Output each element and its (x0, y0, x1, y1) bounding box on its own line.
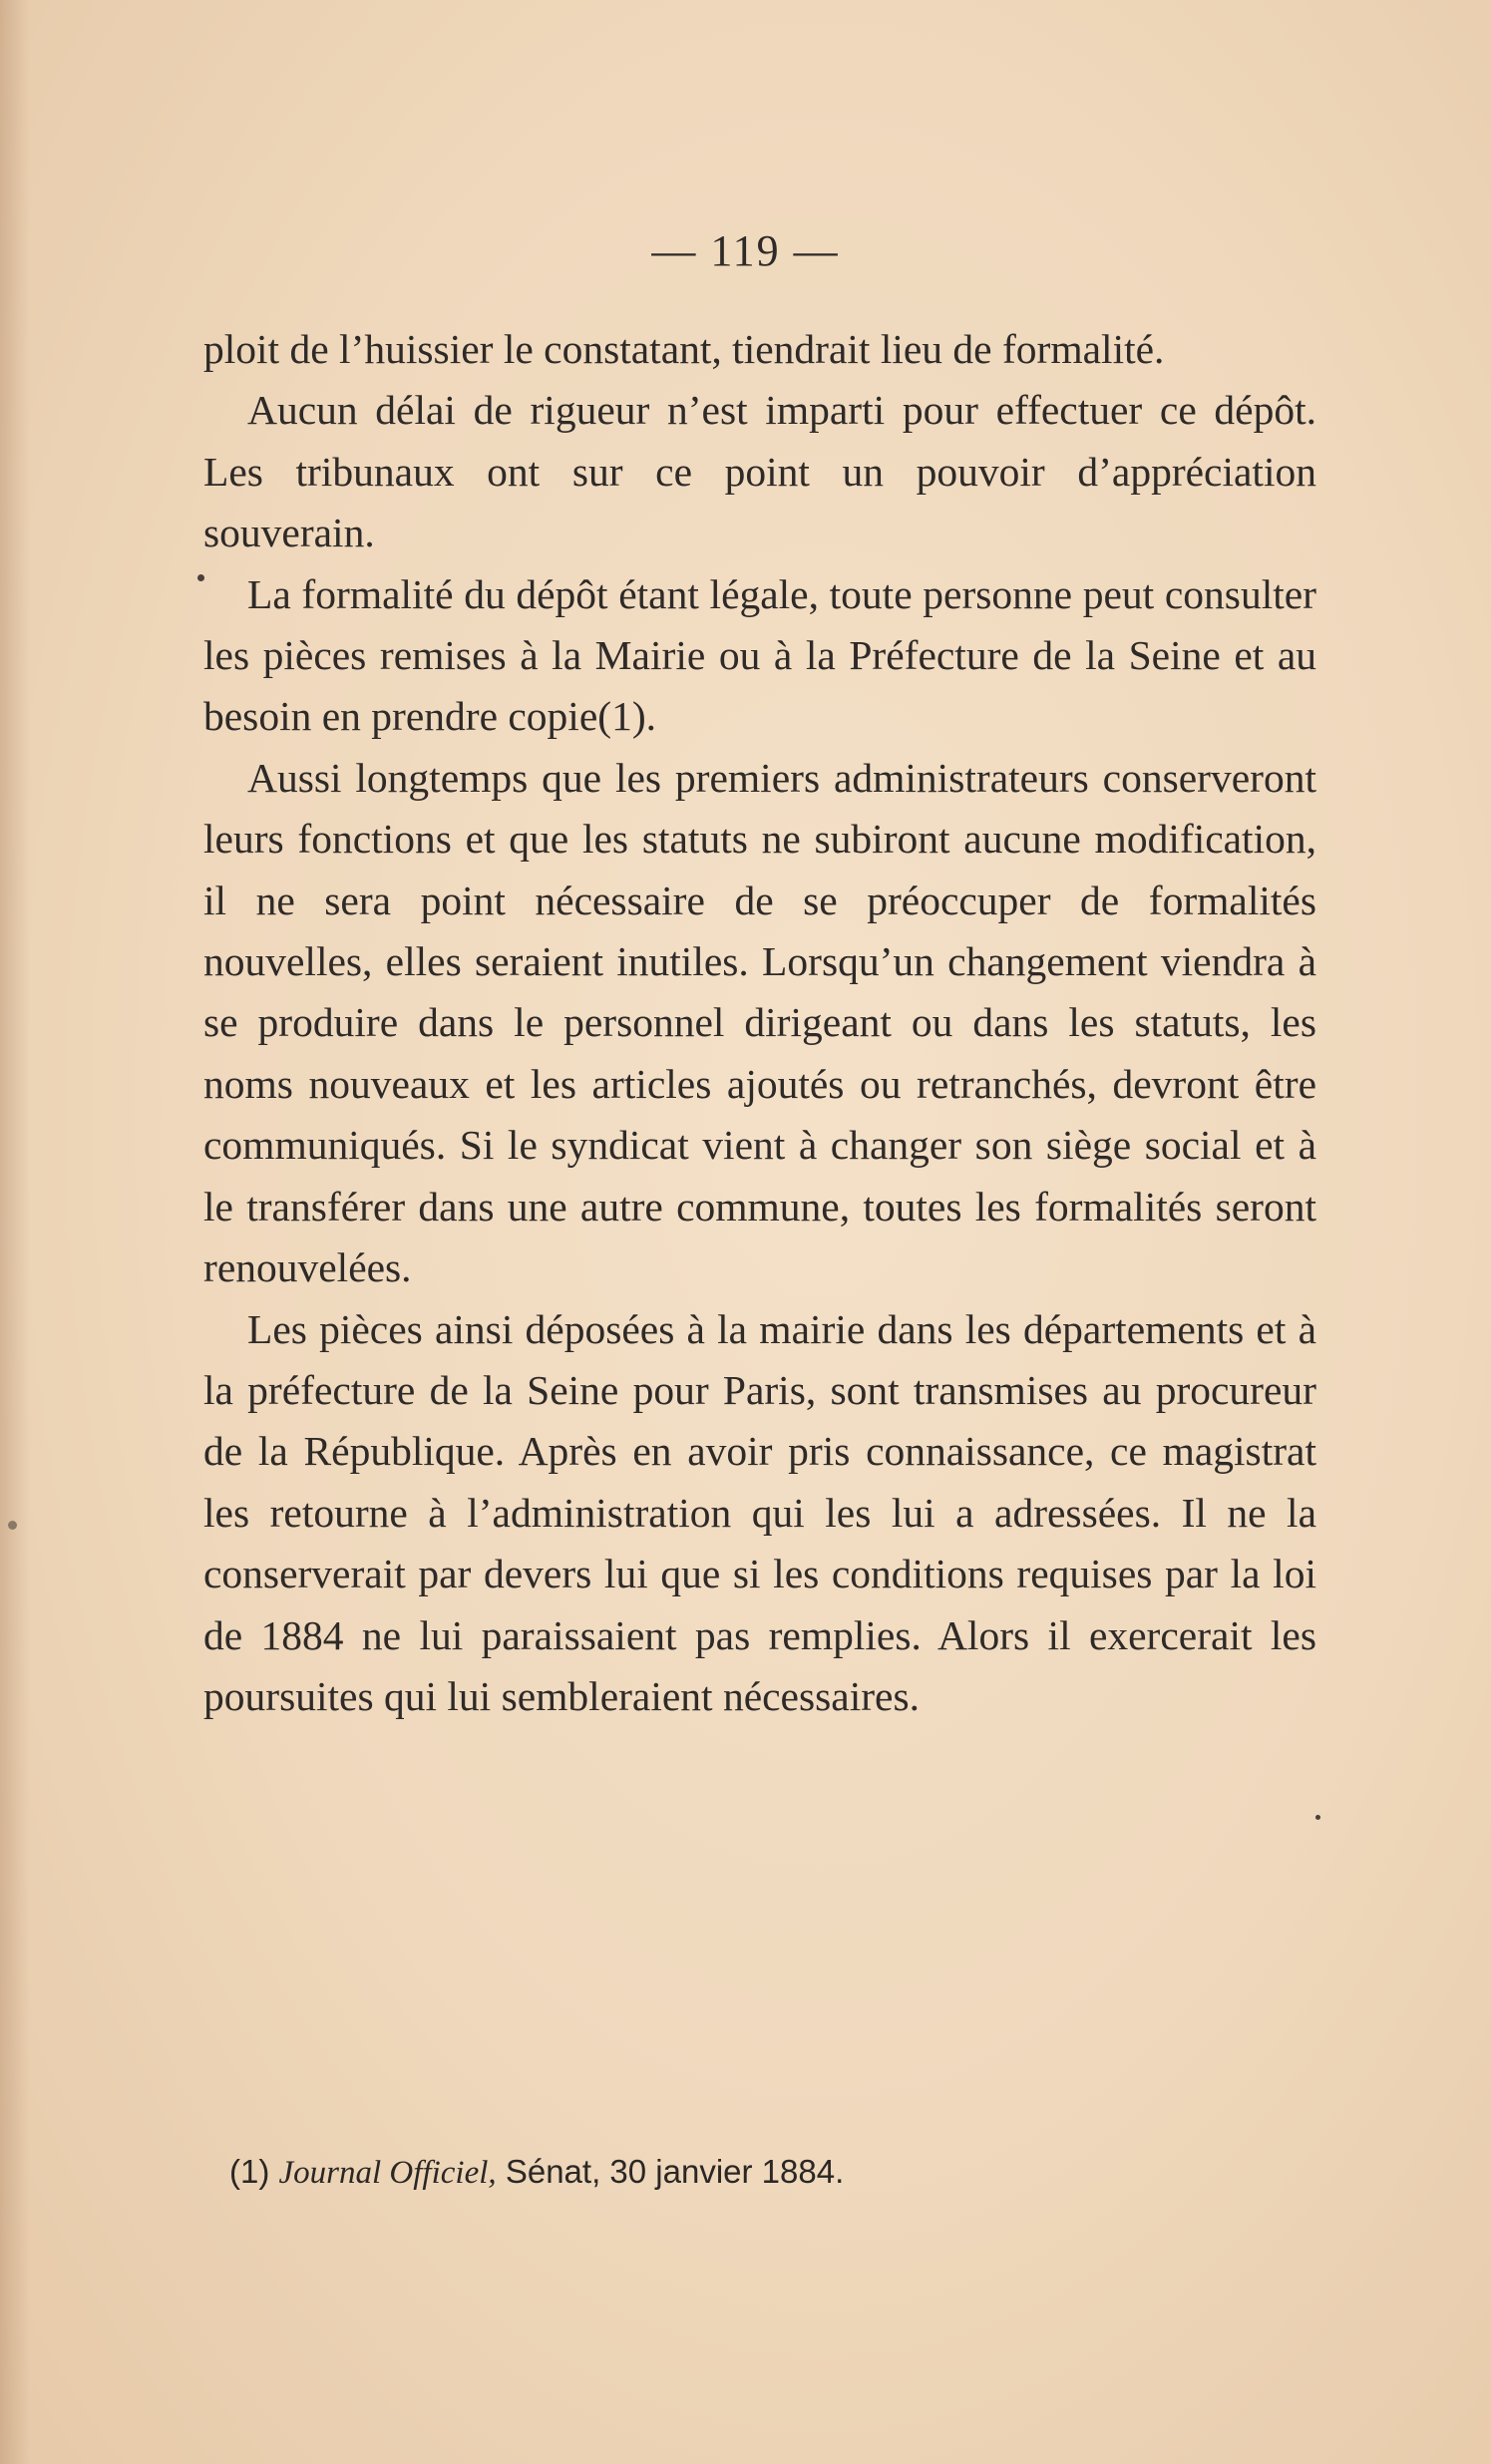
footnote (229, 2150, 1326, 2195)
ink-speck (8, 1521, 17, 1530)
paragraph-4: Aussi longtemps que les premiers administrateurs conserveront leurs fonctions et que les statuts ne subiront aucune modification, il ne sera point nécessaire de se préoccuper de formalités nouvelles, elles seraient inutiles. Lorsqu’un changement viendra à se produire dans le personnel dirigeant ou dans les statuts, les noms nouveaux et les articles ajoutés ou retranchés, devront être communiqués. Si le syndicat vient à changer son siège social et à le transférer dans une autre commune, toutes les formalités seront renouvelées. (203, 754, 1316, 1291)
footnote-source: Journal Officiel, (278, 2155, 497, 2191)
paragraph-5: Les pièces ainsi déposées à la mairie dans les départements et à la préfecture de la Seine pour Paris, sont transmises au procureur de la République. Après en avoir pris connaissance, ce magistrat les retourne à l’administration qui les lui a adressées. Il ne la conserverait par devers lui que si les conditions requises par la loi de 1884 ne lui paraissaient pas remplies. Alors il exercerait les poursuites qui lui sembleraient nécessaires. (203, 1305, 1316, 1719)
footnote-detail: Sénat, 30 janvier 1884. (505, 2153, 845, 2190)
paragraph-3: La formalité du dépôt étant légale, toute personne peut consulter les pièces remises à la Mairie ou à la Préfecture de la Seine et au besoin en prendre copie(1). (203, 570, 1316, 740)
ink-speck (197, 574, 204, 581)
footnote-marker: (1) (229, 2153, 270, 2190)
page-number: — 119 — (651, 226, 840, 275)
ink-speck (1315, 1815, 1320, 1820)
body-text (203, 319, 1316, 1727)
paragraph-1: ploit de l’huissier le constatant, tiendrait lieu de formalité. (203, 326, 1165, 372)
paragraph-2: Aucun délai de rigueur n’est imparti pour effectuer ce dépôt. Les tribunaux ont sur ce point un pouvoir d’appréciation souverain. (203, 387, 1316, 556)
